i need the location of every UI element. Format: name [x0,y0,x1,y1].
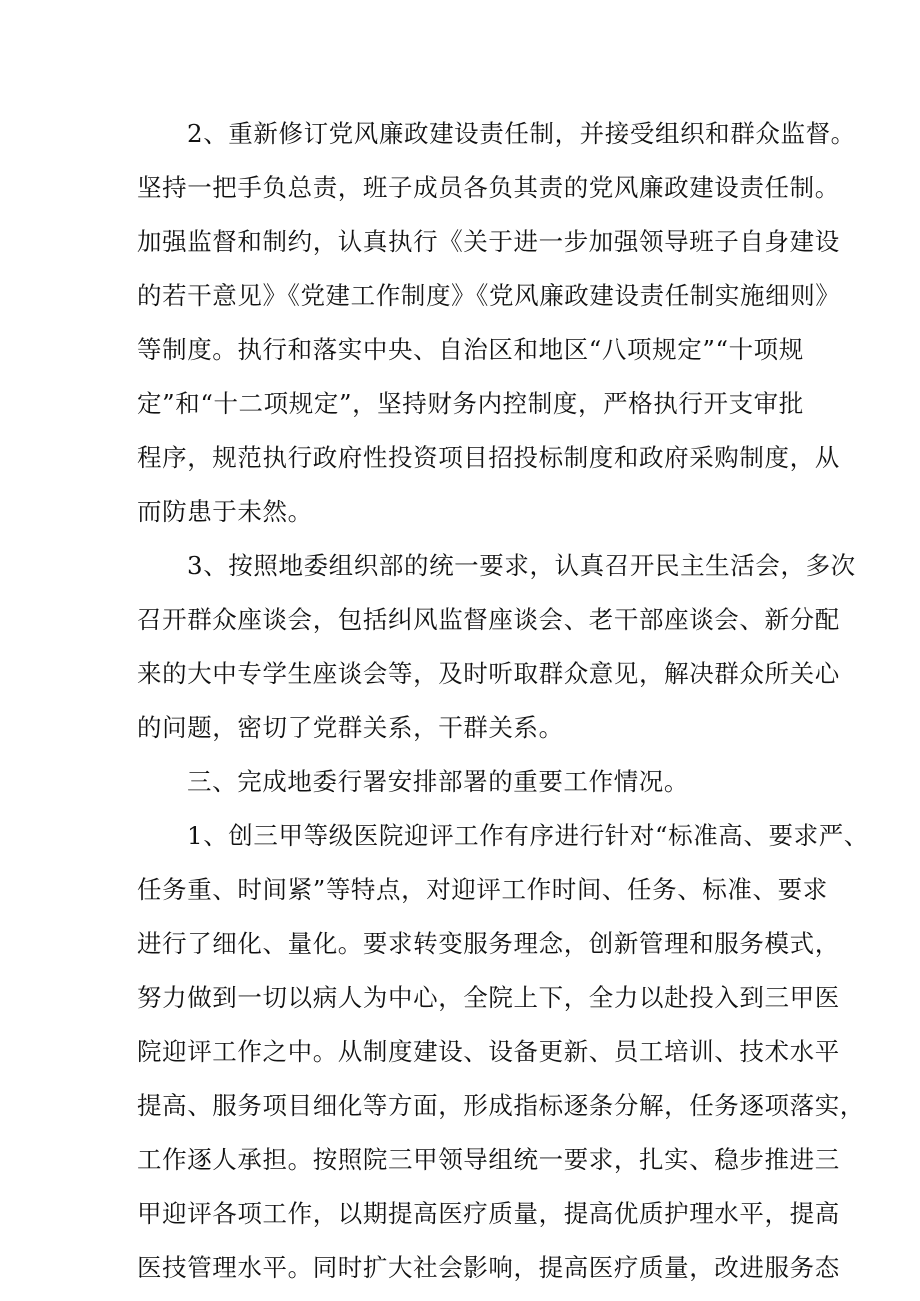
paragraph-line: 院迎评工作之中。从制度建设、设备更新、员工培训、技术水平 [137,1037,840,1066]
paragraph-hospital-evaluation [137,809,869,1295]
paragraph-line: 而防患于未然。 [137,497,313,526]
paragraph-line: 1、创三甲等级医院迎评工作有序进行针对“标准高、要求严、 [187,821,869,850]
paragraph-line: 努力做到一切以病人为中心，全院上下，全力以赴投入到三甲医 [137,983,840,1012]
paragraph-line: 甲迎评各项工作，以期提高医疗质量，提高优质护理水平，提高 [137,1199,840,1228]
paragraph-line: 定”和“十二项规定”，坚持财务内控制度，严格执行开支审批 [137,389,804,418]
document-body [137,107,869,1295]
paragraph-line: 加强监督和制约，认真执行《关于进一步加强领导班子自身建设 [137,227,840,256]
paragraph-democratic-life-meeting [137,539,856,755]
paragraph-line: 召开群众座谈会，包括纠风监督座谈会、老干部座谈会、新分配 [137,605,840,634]
paragraph-line: 进行了细化、量化。要求转变服务理念，创新管理和服务模式， [137,929,840,958]
paragraph-line: 程序，规范执行政府性投资项目招投标制度和政府采购制度，从 [137,443,840,472]
paragraph-line: 来的大中专学生座谈会等，及时听取群众意见，解决群众所关心 [137,659,840,688]
paragraph-line: 医技管理水平。同时扩大社会影响，提高医疗质量，改进服务态 [137,1253,840,1282]
paragraph-line: 等制度。执行和落实中央、自治区和地区“八项规定”“十项规 [137,335,804,364]
paragraph-line: 3、按照地委组织部的统一要求，认真召开民主生活会，多次 [187,551,856,580]
section-heading-line: 三、完成地委行署安排部署的重要工作情况。 [187,767,689,796]
section-heading-key-work [137,755,797,809]
paragraph-line: 的问题，密切了党群关系，干群关系。 [137,713,564,742]
paragraph-line: 工作逐人承担。按照院三甲领导组统一要求，扎实、稳步推进三 [137,1145,840,1174]
paragraph-line: 提高、服务项目细化等方面，形成指标逐条分解，任务逐项落实， [137,1091,865,1120]
paragraph-line: 任务重、时间紧”等特点，对迎评工作时间、任务、标准、要求 [137,875,828,904]
paragraph-line: 坚持一把手负总责，班子成员各负其责的党风廉政建设责任制。 [137,173,840,202]
paragraph-revise-responsibility-system [137,107,856,539]
paragraph-line: 2、重新修订党风廉政建设责任制，并接受组织和群众监督。 [187,119,856,148]
paragraph-line: 的若干意见》《党建工作制度》《党风廉政建设责任制实施细则》 [137,281,841,310]
